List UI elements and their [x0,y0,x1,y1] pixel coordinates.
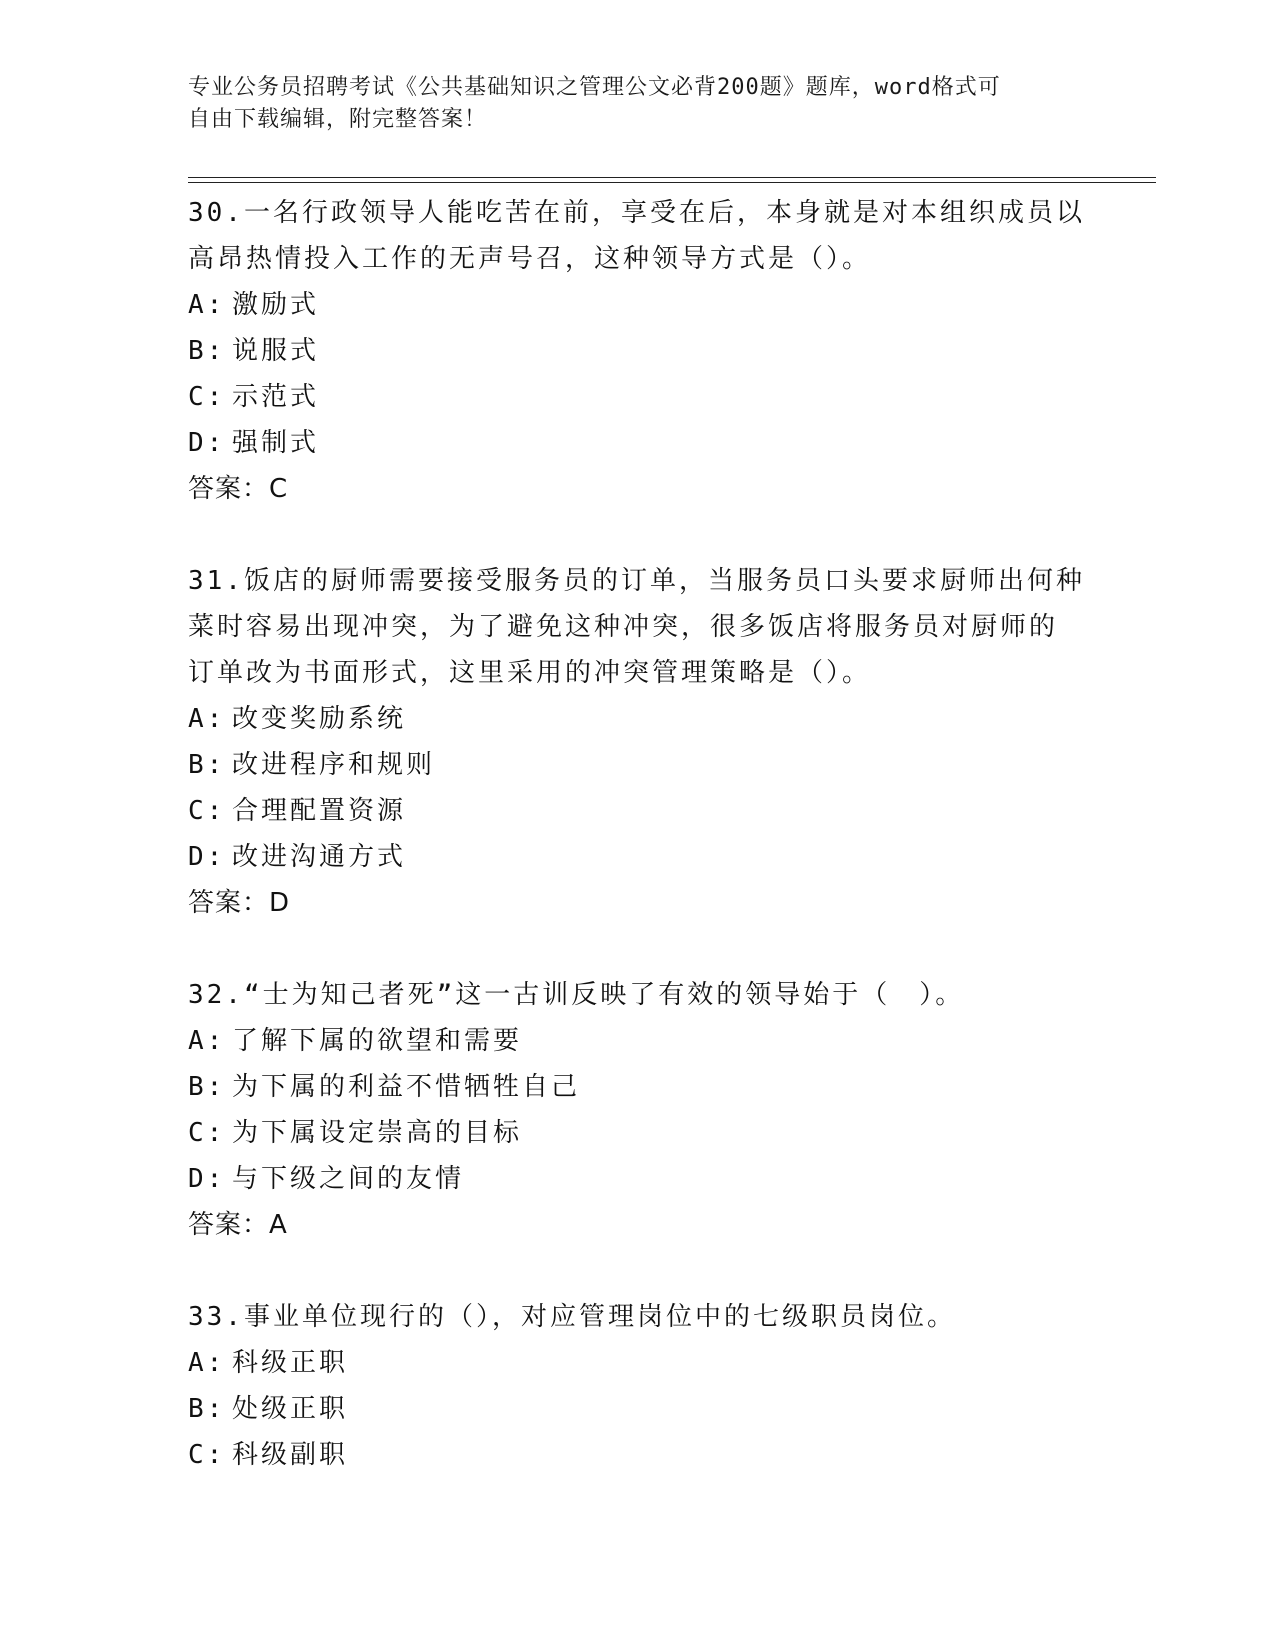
option-text: 科级副职 [232,1440,349,1470]
option-letter: C: [188,1440,226,1470]
answer-line: 答案：C [188,474,289,504]
option-text: 改进沟通方式 [232,842,407,872]
option-text: 说服式 [232,336,320,366]
option-letter: D: [188,842,226,872]
question-stem-line: 高昂热情投入工作的无声号召，这种领导方式是（）。 [188,244,872,274]
option-letter: A: [188,290,226,320]
question-stem-line: 订单改为书面形式，这里采用的冲突管理策略是（）。 [188,658,872,688]
answer-line: 答案：D [188,888,291,918]
question-30 [188,190,1088,558]
option-c [188,374,1088,420]
question-32 [188,972,1088,1294]
header-line-2: 自由下载编辑，附完整答案！ [188,107,488,132]
option-letter: B: [188,750,226,780]
option-text: 改进程序和规则 [232,750,436,780]
option-text: 为下属设定崇高的目标 [232,1118,523,1148]
answer-line: 答案：A [188,1210,288,1240]
document-header [188,72,1078,136]
header-line-1: 专业公务员招聘考试《公共基础知识之管理公文必背200题》题库，word格式可 [188,75,1001,100]
option-c [188,788,1088,834]
option-text: 合理配置资源 [232,796,407,826]
option-letter: A: [188,1348,226,1378]
option-d [188,420,1088,466]
header-rule-top [188,177,1156,178]
option-text: 与下级之间的友情 [232,1164,465,1194]
option-letter: C: [188,796,226,826]
option-letter: A: [188,704,226,734]
question-spacer [188,1248,1088,1294]
question-stem-line: 33.事业单位现行的（），对应管理岗位中的七级职员岗位。 [188,1302,956,1332]
question-spacer [188,512,1088,558]
option-text: 处级正职 [232,1394,349,1424]
option-letter: C: [188,1118,226,1148]
question-stem-line: 菜时容易出现冲突，为了避免这种冲突，很多饭店将服务员对厨师的 [188,612,1059,642]
question-list [188,190,1088,1478]
question-stem-line: 31.饭店的厨师需要接受服务员的订单，当服务员口头要求厨师出何种 [188,566,1085,596]
option-b [188,1386,1088,1432]
option-a [188,696,1088,742]
question-stem-line: 30.一名行政领导人能吃苦在前，享受在后，本身就是对本组织成员以 [188,198,1085,228]
option-text: 激励式 [232,290,320,320]
option-letter: D: [188,1164,226,1194]
option-text: 改变奖励系统 [232,704,407,734]
option-text: 为下属的利益不惜牺牲自己 [232,1072,581,1102]
option-letter: A: [188,1026,226,1056]
option-b [188,1064,1088,1110]
option-c [188,1432,1088,1478]
option-text: 了解下属的欲望和需要 [232,1026,523,1056]
question-spacer [188,926,1088,972]
question-33 [188,1294,1088,1478]
header-rule-bottom [188,182,1156,183]
option-a [188,282,1088,328]
option-a [188,1340,1088,1386]
question-stem-line: 32.“士为知己者死”这一古训反映了有效的领导始于（ ）。 [188,980,965,1010]
option-letter: B: [188,1072,226,1102]
option-b [188,328,1088,374]
option-text: 示范式 [232,382,320,412]
option-text: 强制式 [232,428,320,458]
option-letter: B: [188,336,226,366]
option-letter: D: [188,428,226,458]
option-a [188,1018,1088,1064]
option-c [188,1110,1088,1156]
option-letter: C: [188,382,226,412]
option-text: 科级正职 [232,1348,349,1378]
option-b [188,742,1088,788]
option-letter: B: [188,1394,226,1424]
question-31 [188,558,1088,972]
option-d [188,1156,1088,1202]
option-d [188,834,1088,880]
